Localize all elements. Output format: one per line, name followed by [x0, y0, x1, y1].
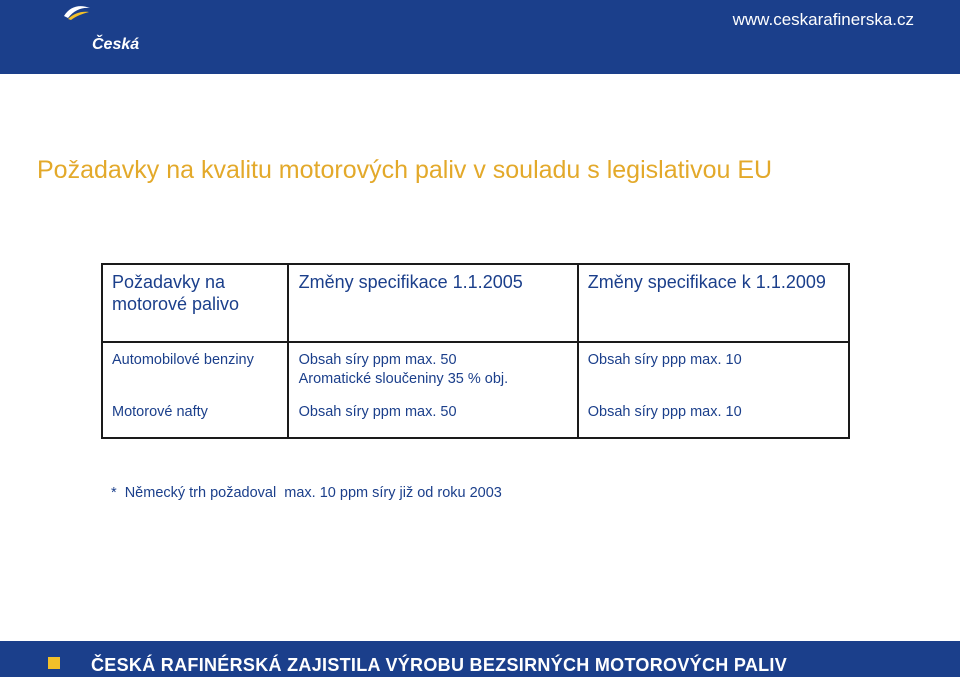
gasoline-aromatics-2005: Aromatické sloučeniny 35 % obj. — [298, 371, 509, 387]
header-cell-requirement: Požadavky na motorové palivo — [102, 264, 288, 342]
row-label-gasoline: Automobilové benziny — [102, 342, 288, 398]
table-header-row — [102, 264, 849, 342]
header-cell-2005: Změny specifikace 1.1.2005 — [288, 264, 578, 342]
footnote: * Německý trh požadoval max. 10 ppm síry již od roku 2003 — [111, 485, 502, 501]
diesel-sulfur-2005: Obsah síry ppm max. 50 — [288, 398, 578, 438]
gasoline-2005-spec — [288, 342, 578, 398]
diesel-sulfur-2009: Obsah síry ppp max. 10 — [587, 404, 742, 420]
footer-slogan: ČESKÁ RAFINÉRSKÁ ZAJISTILA VÝROBU BEZSIRNÝCH MOTOROVÝCH PALIV — [91, 655, 788, 675]
logo-line2: rafinérská — [65, 87, 142, 104]
footer-bar — [0, 641, 960, 677]
fuel-spec-table — [101, 263, 850, 439]
header-cell-2009: Změny specifikace k 1.1.2009 — [578, 264, 849, 342]
website-url: www.ceskarafinerska.cz — [732, 10, 914, 29]
square-bullet-icon — [48, 657, 60, 669]
gasoline-sulfur-2005: Obsah síry ppm max. 50 — [298, 352, 457, 368]
logo-line1: Česká — [92, 36, 140, 53]
table-row — [102, 342, 849, 398]
gasoline-sulfur-2009: Obsah síry ppp max. 10 — [587, 352, 742, 368]
table-row — [102, 398, 849, 438]
slide-title: Požadavky na kvalitu motorových paliv v souladu s legislativou EU — [37, 156, 773, 184]
row-label-diesel: Motorové nafty — [102, 398, 288, 438]
header-bar — [0, 0, 960, 104]
ceska-rafinerska-logo — [62, 2, 162, 104]
